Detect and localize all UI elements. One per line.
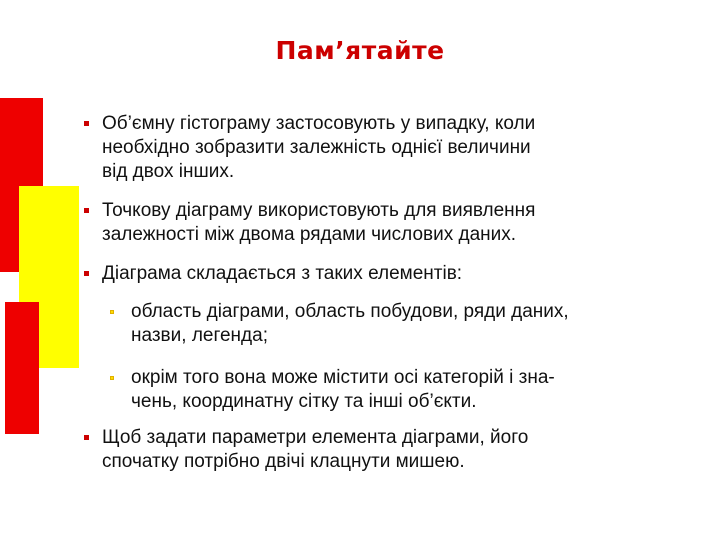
bullet-text-line: Об’ємну гістограму застосовують у випадку, коли <box>102 113 536 134</box>
sub-bullet-icon <box>110 310 114 314</box>
bullet-text-line: Точкову діаграму використовують для виявлення <box>102 200 536 221</box>
square-bullet-icon <box>84 208 89 213</box>
sub-bullet-item-areas <box>84 300 684 348</box>
square-bullet-icon <box>84 271 89 276</box>
bullet-text-line: спочатку потрібно двічі клацнути мишею. <box>102 451 465 472</box>
square-bullet-icon <box>84 435 89 440</box>
bullet-list <box>84 112 684 489</box>
sub-bullet-text-line: область діаграми, область побудови, ряди даних, <box>131 301 569 322</box>
slide-title: Пам’ятайте <box>275 36 445 65</box>
bullet-text-line: залежності між двома рядами числових даних. <box>102 224 517 245</box>
bullet-text-line: від двох інших. <box>102 161 235 182</box>
square-bullet-icon <box>84 121 89 126</box>
sub-bullet-text-line: назви, легенда; <box>131 325 268 346</box>
sub-bullet-text-line: чень, координатну сітку та інші об’єкти. <box>131 391 477 412</box>
bullet-item-chart-elements <box>84 262 684 286</box>
bullet-text-line: необхідно зобразити залежність однієї величини <box>102 137 531 158</box>
sub-bullet-icon <box>110 376 114 380</box>
bullet-item-3d-histogram <box>84 112 684 184</box>
bullet-text-line: Щоб задати параметри елемента діаграми, його <box>102 427 529 448</box>
bullet-item-scatter-chart <box>84 199 684 247</box>
bullet-item-double-click <box>84 426 684 474</box>
sub-bullet-text-line: окрім того вона може містити осі категорій і зна- <box>131 367 555 388</box>
bullet-text-line: Діаграма складається з таких елементів: <box>102 263 463 284</box>
decor-red-bar-bottom <box>5 302 39 434</box>
sub-bullet-item-axes <box>84 366 684 414</box>
